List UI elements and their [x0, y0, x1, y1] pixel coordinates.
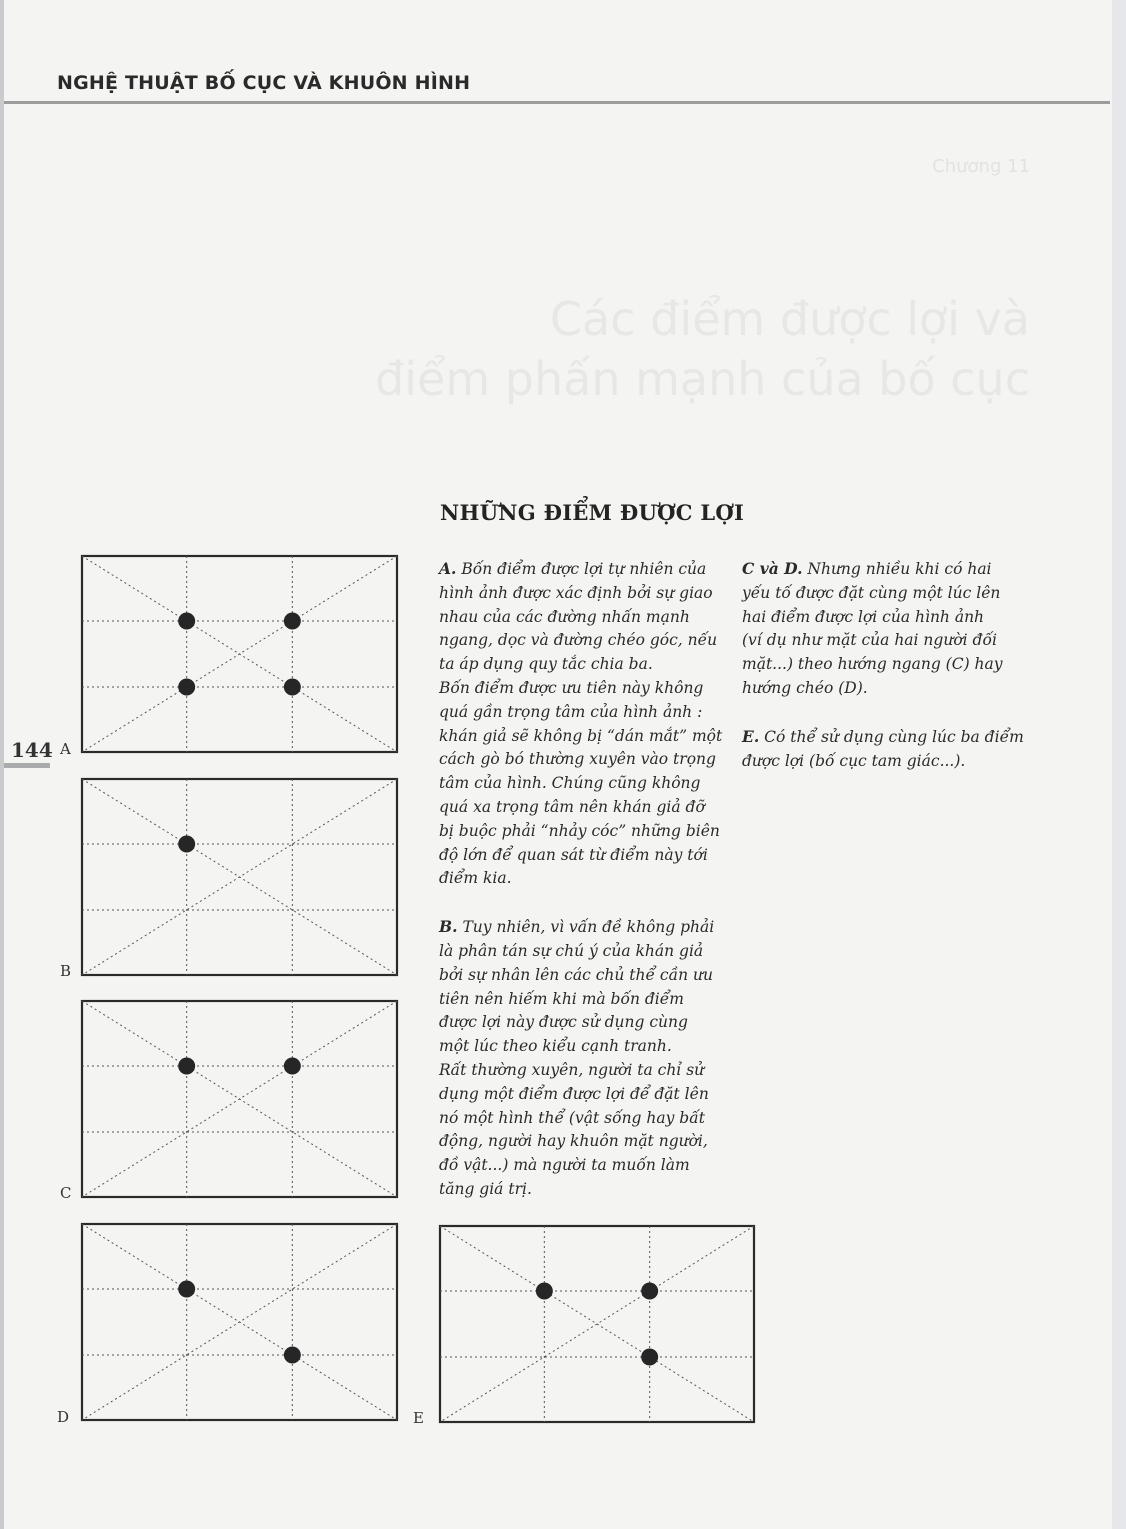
- text-line: [439, 846, 708, 864]
- power-point-dot: [284, 1347, 301, 1364]
- power-point-dot: [178, 836, 195, 853]
- text-line-content: độ lớn để quan sát từ điểm này tới: [439, 845, 708, 864]
- paragraph: [439, 915, 739, 1202]
- power-point-dot: [284, 1058, 301, 1075]
- page-right-edge: [1112, 0, 1126, 1529]
- text-line-content: nhau của các đường nhấn mạnh: [439, 607, 690, 626]
- text-line-content: mặt...) theo hướng ngang (C) hay: [742, 655, 1003, 674]
- text-line: [742, 560, 992, 578]
- power-point-dot: [178, 613, 195, 630]
- text-line: [439, 774, 700, 792]
- text-line: [439, 703, 702, 721]
- text-line-content: Bốn điểm được ưu tiên này không: [439, 678, 704, 697]
- text-column-1: [439, 557, 739, 1202]
- composition-diagram-c: [81, 1000, 398, 1198]
- text-line: [742, 608, 984, 626]
- text-line-content: được lợi (bố cục tam giác...).: [742, 751, 966, 770]
- page-number-bar: [4, 763, 50, 768]
- power-point-dot: [641, 1283, 658, 1300]
- paragraph-letter: B.: [439, 917, 458, 937]
- text-line: [439, 655, 653, 673]
- text-line: [439, 1180, 532, 1198]
- ghost-text: Chương 11: [932, 156, 1030, 177]
- text-line-content: một lúc theo kiểu cạnh tranh.: [439, 1037, 672, 1056]
- text-line-content: tăng giá trị.: [439, 1179, 532, 1198]
- power-point-dot: [178, 1281, 195, 1298]
- text-line-content: khán giả sẽ không bị “dán mắt” một: [439, 726, 723, 745]
- header-rule: [4, 101, 1110, 104]
- text-line-content: là phân tán sự chú ý của khán giả: [439, 941, 704, 960]
- diagram-label: D: [57, 1408, 70, 1426]
- text-line: [439, 1013, 688, 1031]
- text-line: [742, 728, 1024, 746]
- text-line-content: Rất thường xuyên, người ta chỉ sử: [439, 1060, 705, 1079]
- text-line: [439, 560, 706, 578]
- text-line-content: nó một hình thể (vật sống hay bất: [439, 1108, 705, 1127]
- text-line-content: bị buộc phải “nhảy cóc” những biên: [439, 821, 720, 840]
- paragraph-letter: A.: [439, 559, 457, 578]
- text-line-content: ta áp dụng quy tắc chia ba.: [439, 655, 653, 674]
- text-line-content: Tuy nhiên, vì vấn đề không phải: [462, 918, 715, 937]
- text-line: [439, 966, 713, 984]
- text-line-content: được lợi này được sử dụng cùng: [439, 1013, 688, 1032]
- text-line: [439, 679, 703, 697]
- text-line: [439, 1085, 709, 1103]
- text-line-content: yếu tố được đặt cùng một lúc lên: [742, 583, 1001, 602]
- section-title: NHỮNG ĐIỂM ĐƯỢC LỢI: [440, 500, 745, 525]
- text-line-content: hướng chéo (D).: [742, 678, 868, 697]
- text-line-content: điểm kia.: [439, 869, 512, 888]
- composition-diagram-e: [439, 1225, 755, 1423]
- power-point-dot: [536, 1283, 553, 1300]
- text-line: [439, 1037, 672, 1055]
- text-line: [742, 655, 1003, 673]
- text-line: [439, 750, 716, 768]
- text-line: [439, 990, 684, 1008]
- text-line-content: Bốn điểm được lợi tự nhiên của: [461, 560, 707, 578]
- ghost-text: điểm phấn mạnh của bố cục: [375, 352, 1030, 406]
- composition-diagram-d: [81, 1223, 398, 1421]
- diagram-label: B: [60, 962, 72, 980]
- power-point-dot: [178, 1058, 195, 1075]
- diagram-label: C: [60, 1184, 72, 1202]
- text-line: [742, 679, 868, 697]
- text-line: [439, 1132, 708, 1150]
- text-line-content: hình ảnh được xác định bởi sự giao: [439, 583, 713, 602]
- composition-diagram-b: [81, 778, 398, 976]
- text-line-content: (ví dụ như mặt của hai người đối: [742, 631, 997, 650]
- paragraph: [742, 725, 1042, 774]
- ghost-text: Các điểm được lợi và: [549, 292, 1030, 346]
- running-header: NGHỆ THUẬT BỐ CỤC VÀ KHUÔN HÌNH: [57, 72, 471, 94]
- text-line-content: tâm của hình. Chúng cũng không: [439, 774, 701, 793]
- text-line-content: quá xa trọng tâm nên khán giả đỡ: [439, 797, 705, 816]
- text-line: [742, 752, 965, 770]
- text-line-content: đồ vật...) mà người ta muốn làm: [439, 1156, 690, 1175]
- paragraph: [439, 557, 739, 891]
- text-line-content: quá gần trọng tâm của hình ảnh :: [439, 702, 703, 721]
- text-line: [439, 608, 690, 626]
- text-line: [742, 584, 1000, 602]
- power-point-dot: [284, 679, 301, 696]
- paragraph: [742, 557, 1042, 701]
- composition-diagram-a: [81, 555, 398, 753]
- text-line-content: cách gò bó thường xuyên vào trọng: [439, 750, 716, 769]
- power-point-dot: [641, 1349, 658, 1366]
- text-line: [439, 798, 705, 816]
- power-point-dot: [284, 613, 301, 630]
- text-line: [742, 631, 997, 649]
- text-line-content: hai điểm được lợi của hình ảnh: [742, 607, 985, 626]
- text-line: [439, 869, 512, 887]
- text-line-content: bởi sự nhân lên các chủ thể cần ưu: [439, 965, 713, 984]
- diagram-label: A: [60, 740, 71, 758]
- text-line-content: động, người hay khuôn mặt người,: [439, 1132, 708, 1151]
- text-line: [439, 918, 714, 936]
- text-line-content: Có thể sử dụng cùng lúc ba điểm: [764, 727, 1024, 746]
- text-line: [439, 1061, 704, 1079]
- diagram-label: E: [413, 1409, 424, 1427]
- text-line-content: Nhưng nhiều khi có hai: [807, 560, 992, 578]
- text-line: [439, 822, 720, 840]
- paragraph-letter: C và D.: [742, 559, 803, 578]
- power-point-dot: [178, 679, 195, 696]
- text-column-2: [742, 557, 1042, 773]
- text-line-content: tiên nên hiếm khi mà bốn điểm: [439, 989, 684, 1008]
- text-line: [439, 1109, 705, 1127]
- page-number: 144: [11, 738, 53, 762]
- text-line: [439, 584, 713, 602]
- text-line-content: dụng một điểm được lợi để đặt lên: [439, 1084, 709, 1103]
- text-line-content: ngang, dọc và đường chéo góc, nếu: [439, 631, 718, 650]
- paragraph-letter: E.: [742, 726, 760, 746]
- text-line: [439, 942, 703, 960]
- text-line: [439, 1156, 690, 1174]
- text-line: [439, 727, 722, 745]
- text-line: [439, 631, 717, 649]
